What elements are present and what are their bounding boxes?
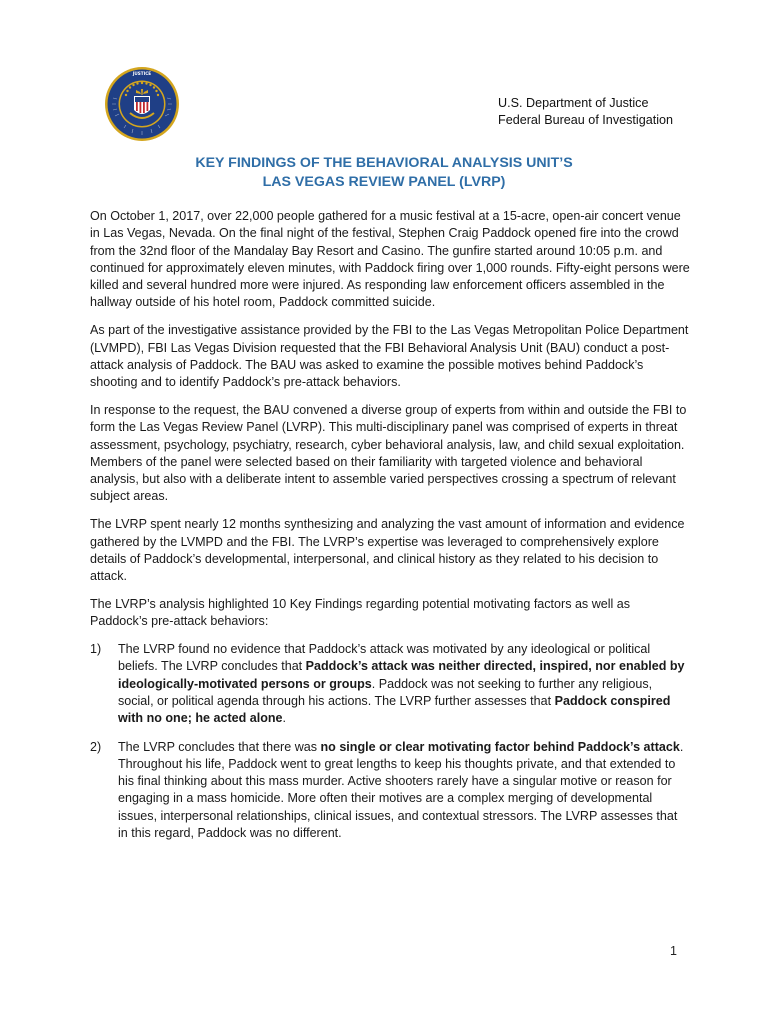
fbi-seal-icon — [104, 66, 180, 142]
paragraph-2: As part of the investigative assistance provided by the FBI to the Las Vegas Metropolitan Police Department (LVMPD), FBI Las Vegas Division requested that the FBI Behavioral Analysis Unit (BAU) conduct a post-attack analysis of Paddock. The BAU was asked to examine the possible motives behind Paddock’s shooting and to identify Paddock’s pre-attack behaviors. — [90, 323, 689, 390]
fbi-seal — [104, 66, 180, 142]
agency-department: U.S. Department of Justice — [498, 96, 649, 110]
finding-item-2 — [90, 739, 690, 843]
agency-block — [498, 95, 673, 129]
agency-bureau: Federal Bureau of Investigation — [498, 113, 674, 127]
finding-item-1 — [90, 641, 690, 727]
paragraph-4: The LVRP spent nearly 12 months synthesizing and analyzing the vast amount of information and evidence gathered by the LVMPD and the FBI. The LVRP’s expertise was leveraged to comprehensively explore details of Paddock’s developmental, interpersonal, and clinical history as they related to his decision to attack. — [90, 517, 685, 584]
document-body — [90, 208, 690, 853]
title-line-2: LAS VEGAS REVIEW PANEL (LVRP) — [262, 174, 506, 190]
paragraph-1: On October 1, 2017, over 22,000 people gathered for a music festival at a 15-acre, open-air concert venue in Las Vegas, Nevada. On the final night of the festival, Stephen Craig Paddock opened fire into the crowd from the 32nd floor of the Mandalay Bay Resort and Casino. The gunfire started around 10:05 p.m. and continued for approximately eleven minutes, with Paddock firing over 1,000 rounds. Fifty-eight persons were killed and several hundred more were injured. As responding law enforcement officers assembled in the hallway outside of his hotel room, Paddock committed suicide. — [90, 209, 690, 310]
svg-text:JUSTICE: JUSTICE — [132, 71, 152, 76]
finding-text: The LVRP concludes that there was no single or clear motivating factor behind Paddock’s attack. Throughout his life, Paddock went to great lengths to keep his thoughts private, and that extended to his final thinking about this mass murder. Active shooters rarely have a singular motive or reason for engaging in a mass homicide. More often their motives are a complex merging of developmental issues, interpersonal relationships, clinical issues, and contextual stressors. The LVRP assesses that in this regard, Paddock was no different. — [118, 739, 684, 840]
finding-number: 1) — [90, 642, 102, 657]
key-findings-list — [90, 641, 690, 842]
paragraph-3: In response to the request, the BAU convened a diverse group of experts from within and outside the FBI to form the Las Vegas Review Panel (LVRP). This multi-disciplinary panel was comprised of experts in threat assessment, psychology, psychiatry, research, cyber behavioral analysis, law, and child sexual exploitation. Members of the panel were selected based on their familiarity with targeted violence and behavioral analysis, but also with a deliberate intent to assemble varied perspectives crossing a spectrum of relevant subject areas. — [90, 402, 687, 504]
title-line-1: KEY FINDINGS OF THE BEHAVIORAL ANALYSIS UNIT’S — [195, 155, 573, 171]
page-number: 1 — [670, 944, 677, 958]
finding-text: The LVRP found no evidence that Paddock’s attack was motivated by any ideological or political beliefs. The LVRP concludes that Paddock’s attack was neither directed, inspired, nor enabled by ideologically-motivated persons or groups. Paddock was not seeking to further any religious, social, or political agenda through his actions. The LVRP further assesses that Paddock conspired with no one; he acted alone. — [118, 642, 685, 726]
paragraph-5: The LVRP’s analysis highlighted 10 Key Findings regarding potential motivating factors as well as Paddock’s pre-attack behaviors: — [90, 596, 631, 629]
document-title — [0, 154, 768, 192]
finding-number: 2) — [90, 739, 102, 754]
